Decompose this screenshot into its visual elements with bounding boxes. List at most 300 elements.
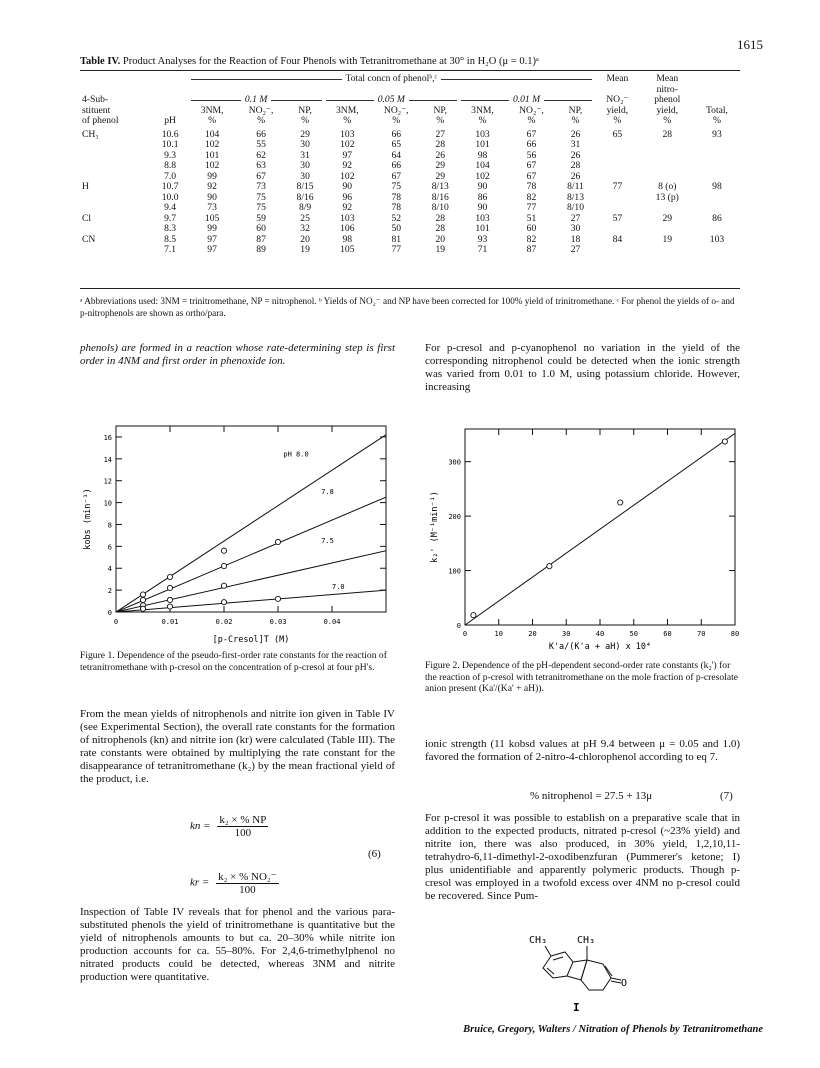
ph-cell: 10.0 [161, 191, 179, 203]
table-cell: 63 [256, 160, 266, 171]
y-tick-label: 14 [103, 455, 112, 464]
table-cell: 96 [342, 191, 353, 203]
col-header: 3NM, [471, 104, 494, 116]
ph-cell: 9.3 [164, 149, 177, 161]
table-cell [641, 140, 694, 151]
table-cell: 103 [340, 212, 355, 224]
data-point [167, 574, 172, 579]
table-cell: 82 [526, 191, 537, 203]
table-cell: 97 [207, 233, 217, 245]
table-cell: 55 [256, 139, 266, 150]
table-cell: 67 [526, 160, 537, 171]
table-cell: 31 [570, 139, 581, 150]
left-top-text: phenols) are formed in a reaction whose rate-determining step is first order in 4NM and first order in phenoxide ion. [80, 342, 395, 367]
kr-lhs: kr = [190, 876, 210, 889]
kn-denominator: 100 [234, 827, 252, 839]
y-tick-label: 0 [456, 622, 461, 630]
kn-lhs: kn = [190, 820, 211, 833]
table-cell: 93 [712, 128, 722, 140]
table-cell: 90 [342, 181, 353, 192]
table-cell: 102 [340, 170, 355, 182]
table-cell: 82 [526, 233, 537, 245]
data-point [275, 539, 280, 544]
table-cell: 8/11 [567, 181, 584, 192]
table-cell: 67 [256, 170, 266, 182]
equation-7: % nitrophenol = 27.5 + 13μ [530, 790, 653, 802]
ph-cell: 7.1 [164, 244, 177, 255]
data-point [275, 596, 280, 601]
substituent-cell [80, 224, 152, 235]
mean-nitro-header-1: Mean [656, 73, 679, 84]
table-cell: 87 [256, 233, 266, 245]
table-row [80, 161, 740, 172]
table-cell: 77 [391, 244, 402, 255]
table-caption-text: Product Analyses for the Reaction of Four Phenols with Tetranitromethane at 30° in H₂O (μ = 0.1)ᵃ [120, 56, 539, 67]
table-cell: 73 [256, 181, 266, 192]
col-header: NP, [568, 104, 583, 116]
table-cell: 27 [570, 244, 581, 255]
pct-header: % [343, 115, 352, 126]
table-cell: 29 [435, 170, 446, 182]
x-tick-label: 10 [494, 630, 503, 638]
table-cell [594, 203, 640, 214]
table-cell [694, 151, 740, 162]
mean-no2-header-3: yield, [606, 104, 629, 116]
table-cell: 28 [435, 223, 446, 234]
figure-2-caption: Figure 2. Dependence of the pH-dependent second-order rate constants (k₂') for the reaction of p-cresol with tetranitromethane on the mole fraction of p-cresolate anion present (Ka'/(Ka' + aH)). [425, 660, 739, 694]
mean-no2-header-1: Mean [606, 73, 629, 84]
x-tick-label: 30 [562, 630, 571, 638]
table-cell: 56 [526, 149, 537, 161]
table-cell [594, 151, 640, 162]
ph-cell: 8.3 [164, 223, 177, 234]
table-cell: 98 [342, 233, 353, 245]
table-cell: 52 [391, 212, 402, 224]
table-cell [641, 151, 694, 162]
col-header: NO₂⁻, [519, 104, 544, 116]
table-cell: 104 [475, 160, 490, 171]
table-cell: 66 [391, 160, 402, 171]
series-line [116, 590, 386, 612]
data-point [722, 439, 727, 444]
kn-numerator: k₂ × % NP [219, 814, 267, 826]
substituent-cell [80, 161, 152, 172]
ph-cell: 10.1 [161, 139, 179, 150]
table-cell: 62 [256, 149, 266, 161]
substituent-header-3: of phenol [82, 115, 119, 126]
table-cell: 8/10 [431, 202, 449, 213]
data-point [547, 564, 552, 569]
table-cell: 97 [342, 149, 353, 161]
table-cell: 66 [391, 128, 402, 140]
table-row [80, 172, 740, 183]
table-cell: 8/13 [566, 191, 585, 203]
x-axis-label: [p-Cresol]T (M) [212, 635, 290, 645]
table-row [80, 214, 740, 225]
pct-header: % [257, 115, 266, 126]
kr-numerator: k₂ × % NO₂⁻ [218, 871, 277, 883]
product-analysis-table [80, 72, 740, 256]
mean-nitro-header-4: yield, [656, 104, 679, 116]
page-number: 1615 [737, 37, 763, 52]
table-cell: 30 [300, 170, 310, 182]
table-cell: 102 [204, 139, 220, 150]
table-cell: 75 [391, 181, 402, 192]
table-cell: 90 [477, 181, 488, 192]
table-cell: 8/16 [296, 191, 314, 203]
right-top-text: For p-cresol and p-cyanophenol no variation in the yield of the corresponding nitrophenol could be detected when the ionic strength was varied from 0.01 to 1.0 M, using potassium chloride. However, increasing [425, 342, 740, 393]
table-cell: 59 [256, 212, 266, 224]
table-cell: 60 [256, 223, 266, 234]
table-cell: 18 [570, 233, 581, 245]
table-cell: 102 [475, 170, 490, 182]
y-tick-label: 10 [103, 499, 112, 508]
table-cell: 78 [526, 181, 537, 192]
table-cell [594, 161, 640, 172]
substituent-cell: CN [82, 233, 96, 245]
table-cell: 105 [204, 212, 220, 224]
total-header-1: Total, [705, 104, 728, 116]
total-concn-header: Total concn of phenolᵇ,ᶜ [191, 74, 593, 85]
mean-nitro-header-3: phenol [654, 94, 681, 105]
y-tick-label: 100 [448, 567, 461, 576]
table-cell: 8/9 [298, 202, 312, 213]
data-point [471, 613, 476, 618]
table-cell: 51 [526, 212, 537, 224]
ph-cell: 10.6 [161, 128, 179, 140]
table-cell: 103 [340, 128, 355, 140]
x-tick-label: 50 [629, 630, 638, 638]
table-top-rule [80, 70, 740, 71]
table-cell [594, 224, 640, 235]
table-cell: 26 [435, 149, 446, 161]
table-cell: 97 [207, 244, 217, 255]
table-cell: 103 [475, 128, 490, 140]
substituent-cell [80, 193, 152, 204]
table-cell: 20 [300, 233, 310, 245]
mean-nitro-header-5: % [663, 115, 672, 126]
col-header: NO₂⁻, [383, 104, 409, 116]
x-tick-label: 0.01 [161, 618, 179, 626]
table-cell: 99 [207, 170, 217, 182]
figure-1-caption: Figure 1. Dependence of the pseudo-first-order rate constants for the reaction of tetranitromethane with p-cresol on the concentration of p-cresol at four pH's. [80, 650, 387, 673]
table-cell: 26 [570, 149, 581, 161]
table-cell: 102 [204, 160, 220, 171]
substituent-cell: Cl [82, 212, 92, 224]
y-tick-label: 6 [107, 543, 112, 552]
data-point [618, 500, 623, 505]
table-cell: 75 [256, 191, 266, 203]
conc-group-2: 0.05 M [326, 95, 457, 106]
table-cell [694, 203, 740, 214]
y-tick-label: 8 [107, 521, 112, 530]
y-tick-label: 2 [107, 587, 112, 596]
plot-frame [465, 429, 735, 625]
right-paragraph-1: ionic strength (11 kobsd values at pH 9.4 between μ = 0.05 and 1.0) favored the formation of 2-nitro-4-chlorophenol according to eq 7. [425, 738, 740, 763]
y-tick-label: 4 [107, 565, 112, 574]
left-paragraph-1: From the mean yields of nitrophenols and nitrite ion given in Table IV (see Experimental Section), the overall rate constants for the formation of nitrophenols (kn) and nitrite ion (kr) were calculated (Table III). The rate constants were obtained by multiplying the rate constant for the disappearance of tetranitromethane (k₂) by the mean fractional yield of the product, i.e. [80, 708, 395, 785]
structure-ch3-right: CH₃ [577, 935, 596, 946]
table-cell: 30 [300, 139, 310, 150]
substituent-cell [80, 172, 152, 183]
col-header: NP, [298, 104, 312, 116]
fit-line [465, 433, 735, 625]
substituent-cell [80, 203, 152, 214]
table-cell: 99 [207, 223, 217, 234]
y-tick-label: 12 [103, 477, 112, 486]
pummerers-ketone-structure [525, 930, 645, 1015]
table-cell: 8/15 [296, 181, 314, 192]
series-line [116, 497, 386, 612]
table-cell: 27 [435, 128, 446, 140]
table-cell: 101 [204, 149, 220, 161]
figure-2-chart [425, 425, 745, 650]
structure-label: I [573, 1001, 580, 1014]
table-cell [594, 140, 640, 151]
table-cell: 102 [340, 139, 355, 150]
left-paragraph-2: Inspection of Table IV reveals that for phenol and the various para-substituted phenols the yield of trinitromethane is quantitative but the yield of nitrophenols amounts to but ca. 20–30% while nitrite ion production accounts for ca. 55–80%. For 2,4,6-trimethylphenol no nitrated products could be detected, whereas 3NM and nitrite production were quantitative. [80, 906, 395, 983]
table-caption [80, 56, 539, 67]
table-cell: 57 [612, 212, 623, 224]
table-cell: 29 [662, 212, 673, 224]
table-cell: 19 [300, 244, 310, 255]
table-cell: 67 [526, 170, 537, 182]
table-cell: 104 [204, 128, 220, 140]
mean-no2-header-4: % [613, 115, 622, 126]
substituent-cell [80, 151, 152, 162]
table-cell: 19 [662, 233, 673, 245]
table-row [80, 224, 740, 235]
table-cell [641, 224, 694, 235]
table-cell: 92 [207, 181, 217, 192]
equation-kn [190, 814, 268, 839]
table-cell: 64 [391, 149, 402, 161]
table-cell: 66 [526, 139, 537, 150]
table-cell: 78 [391, 191, 402, 203]
figure-1-chart [80, 420, 400, 650]
table-cell: 28 [435, 139, 446, 150]
table-cell: 30 [300, 160, 310, 171]
structure-ch3-left: CH₃ [529, 935, 548, 946]
table-cell: 27 [570, 212, 581, 224]
pct-header: % [571, 115, 580, 126]
table-cell: 71 [477, 244, 488, 255]
table-cell: 98 [477, 149, 488, 161]
table-cell [641, 245, 694, 256]
data-point [167, 597, 172, 602]
table-cell: 65 [391, 139, 402, 150]
table-cell: 28 [435, 212, 446, 224]
table-cell: 81 [391, 233, 402, 245]
table-cell: 20 [435, 233, 446, 245]
ph-cell: 9.7 [164, 212, 177, 224]
table-cell: 77 [612, 181, 623, 192]
y-axis-label: kobs (min⁻¹) [83, 488, 93, 550]
equation-6-number: (6) [368, 848, 381, 860]
table-cell: 86 [477, 191, 488, 203]
series-label: 7.8 [321, 487, 334, 496]
ph-cell: 7.0 [164, 170, 177, 182]
pct-header: % [301, 115, 310, 126]
y-tick-label: 200 [448, 513, 461, 522]
table-cell: 26 [570, 128, 581, 140]
data-point [221, 548, 226, 553]
conc-group-1: 0.1 M [191, 95, 322, 106]
x-axis-label: K'a/(K'a + aH) x 10⁴ [548, 642, 652, 650]
table-row [80, 182, 740, 193]
table-cell: 77 [526, 202, 537, 213]
kr-denominator: 100 [239, 884, 256, 896]
table-label: Table IV. [80, 56, 121, 67]
table-cell: 29 [300, 128, 310, 140]
substituent-cell: H [82, 181, 89, 192]
data-point [221, 600, 226, 605]
table-cell [594, 245, 640, 256]
table-cell: 101 [475, 139, 490, 150]
right-paragraph-2: For p-cresol it was possible to establish on a preparative scale that in addition to the expected products, nitrated p-cresol (~23% yield) and nitrite ion, there was also produced, in 30% yield, 1,2,10,11-tetrahydro-6,11-dimethyl-2-oxodibenzfuran (Pummerer's ketone; I) plus unidentifiable and apparently polymeric products. Though p-cresol was employed in a twofold excess over 4NM no p-cresol could be recovered. Since Pum- [425, 812, 740, 902]
ph-cell: 8.8 [164, 160, 177, 171]
table-cell: 8/16 [431, 191, 449, 203]
table-cell: 30 [570, 223, 581, 234]
table-cell [594, 193, 640, 204]
table-cell: 103 [709, 233, 725, 245]
table-cell: 60 [526, 223, 537, 234]
table-cell: 25 [300, 212, 310, 224]
table-cell: 103 [475, 212, 490, 224]
table-row [80, 203, 740, 214]
table-cell: 32 [300, 223, 310, 234]
table-cell: 93 [477, 233, 488, 245]
y-axis-label: k₂' (M⁻¹min⁻¹) [430, 491, 440, 563]
structure-oxygen: O [621, 978, 628, 989]
data-point [221, 583, 226, 588]
table-row [80, 151, 740, 162]
pct-header: % [527, 115, 536, 126]
table-cell: 75 [256, 202, 266, 213]
x-tick-label: 20 [528, 630, 537, 638]
table-cell [641, 203, 694, 214]
table-cell: 106 [340, 223, 355, 234]
table-cell: 8 (o) [658, 181, 677, 192]
table-cell: 26 [570, 170, 581, 182]
mean-nitro-header-2: nitro- [656, 83, 678, 95]
col-header: NO₂⁻, [248, 104, 274, 116]
running-footer: Bruice, Gregory, Walters / Nitration of Phenols by Tetranitromethane [463, 1024, 763, 1035]
table-cell: 73 [207, 202, 217, 213]
table-cell: 31 [300, 149, 310, 161]
table-cell: 87 [526, 244, 537, 255]
pct-header: % [208, 115, 217, 126]
table-bottom-rule [80, 288, 740, 289]
table-cell: 28 [662, 128, 673, 140]
table-cell [694, 193, 740, 204]
table-cell: 78 [391, 202, 402, 213]
table-cell: 50 [391, 223, 402, 234]
table-cell [641, 161, 694, 172]
pct-header: % [392, 115, 401, 126]
table-cell: 92 [342, 160, 353, 171]
table-cell [694, 140, 740, 151]
table-cell: 67 [391, 170, 402, 182]
table-row [80, 193, 740, 204]
substituent-header-1: 4-Sub- [82, 94, 109, 105]
substituent-cell [80, 140, 152, 151]
data-point [140, 592, 145, 597]
y-tick-label: 16 [103, 433, 112, 442]
table-cell: 105 [340, 244, 355, 255]
x-tick-label: 0 [462, 630, 468, 638]
table-cell: 92 [342, 202, 353, 213]
x-tick-label: 0.03 [269, 618, 287, 626]
data-point [221, 563, 226, 568]
table-cell [694, 245, 740, 256]
table-cell: 19 [435, 244, 446, 255]
table-cell: 66 [256, 128, 266, 140]
data-point [140, 597, 145, 602]
x-tick-label: 0.04 [323, 618, 341, 626]
y-tick-label: 300 [448, 458, 461, 467]
substituent-cell: CH₃ [82, 128, 99, 140]
table-cell: 90 [477, 202, 488, 213]
x-tick-label: 80 [730, 630, 740, 638]
table-footnote: ᵃ Abbreviations used: 3NM = trinitromethane, NP = nitrophenol. ᵇ Yields of NO₂⁻ and NP have been corrected for 100% yield of trinitromethane. ᶜ For phenol the yields of o- and p-nitrophenols are shown as ortho/para. [80, 296, 735, 318]
col-header: NP, [433, 104, 448, 116]
substituent-header-2: stituent [82, 104, 111, 116]
series-line [116, 551, 386, 612]
substituent-cell [80, 245, 152, 256]
mean-no2-header-2: NO₂⁻ [606, 94, 629, 105]
x-tick-label: 40 [595, 630, 605, 638]
y-tick-label: 0 [107, 609, 112, 617]
data-point [167, 585, 172, 590]
table-row [80, 140, 740, 151]
table-cell [694, 161, 740, 172]
x-tick-label: 70 [697, 630, 706, 638]
equation-kr [190, 870, 279, 896]
plot-frame [116, 426, 386, 612]
x-tick-label: 0.02 [215, 618, 233, 626]
table-row [80, 235, 740, 246]
data-point [140, 606, 145, 611]
ph-header: pH [164, 115, 176, 126]
table-cell: 86 [712, 212, 722, 224]
x-tick-label: 60 [663, 630, 672, 638]
pct-header: % [478, 115, 487, 126]
table-cell: 67 [526, 128, 537, 140]
table-cell: 28 [570, 160, 581, 171]
table-cell: 90 [207, 191, 217, 203]
table-row [80, 245, 740, 256]
table-cell: 13 (p) [655, 191, 679, 203]
ph-cell: 9.4 [164, 202, 177, 213]
col-header: 3NM, [335, 104, 359, 116]
col-header: 3NM, [200, 104, 224, 116]
total-header-2: % [712, 115, 721, 126]
equation-7-number: (7) [720, 790, 733, 802]
structure-rings [543, 946, 621, 990]
table-cell [694, 224, 740, 235]
ph-cell: 10.7 [161, 181, 179, 192]
data-point [167, 604, 172, 609]
table-cell: 101 [475, 223, 490, 234]
pct-header: % [436, 115, 445, 126]
series-line [116, 435, 386, 612]
table-cell: 29 [435, 160, 446, 171]
conc-group-3: 0.01 M [461, 95, 592, 106]
table-cell: 8/10 [566, 202, 585, 213]
table-cell: 98 [712, 181, 722, 192]
series-label: pH 8.0 [283, 450, 309, 459]
